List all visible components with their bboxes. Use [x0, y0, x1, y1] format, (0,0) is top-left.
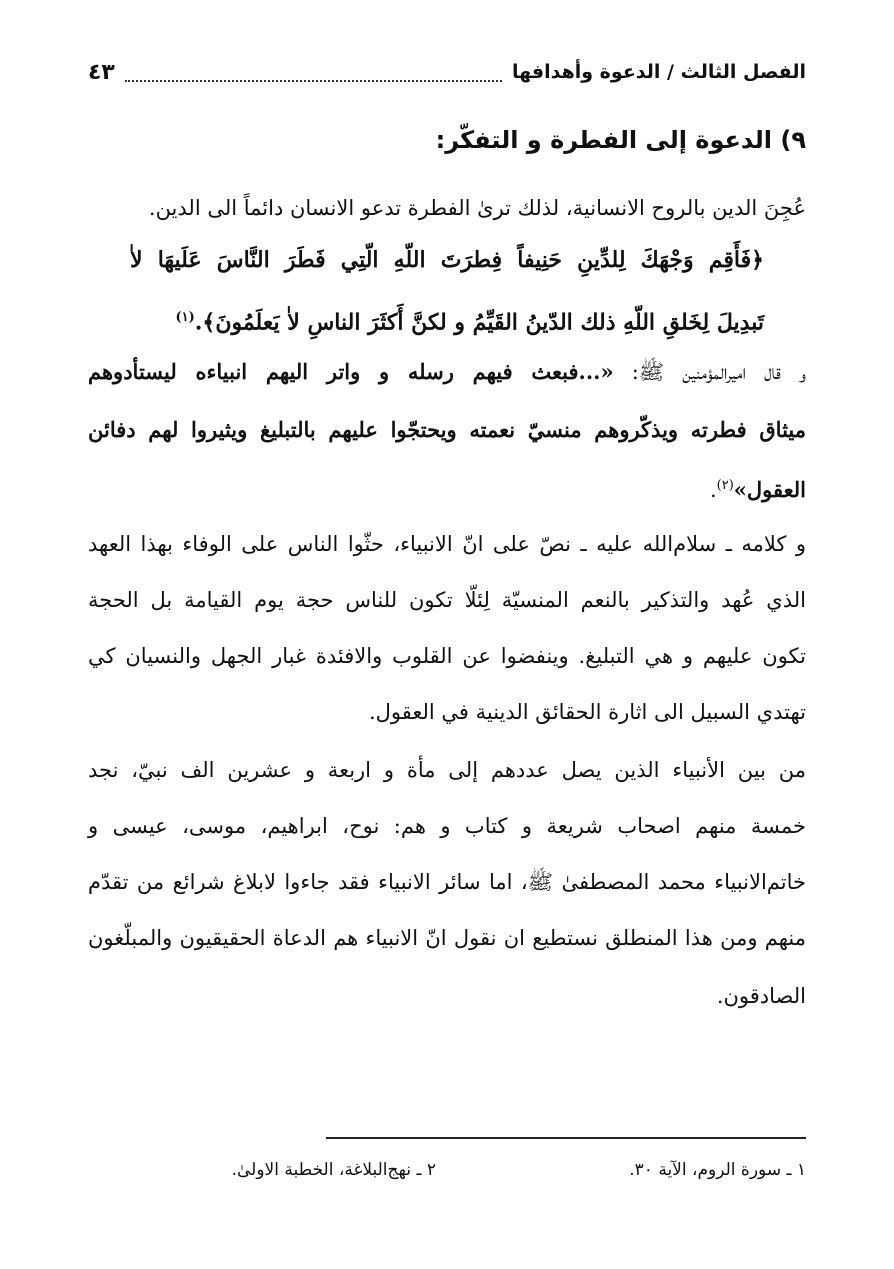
running-header	[88, 54, 806, 90]
quote-intro: و قال اميرالمؤمنين ﷺ:	[613, 360, 807, 384]
quote-line-1	[88, 352, 806, 392]
quote-line-3	[88, 466, 806, 510]
section-heading: ٩) الدعوة إلى الفطرة و التفكّر:	[435, 126, 806, 154]
para2-line-2: خمسة منهم اصحاب شريعة و كتاب و هم: نوح، ابراهيم، موسى، عيسى و	[88, 814, 806, 838]
para2-line-5: الصادقون.	[716, 984, 806, 1008]
footnote-1: ١ ـ سورة الروم، الآية ٣٠.	[629, 1160, 806, 1180]
footnote-ref-1: (١)	[175, 310, 195, 325]
page-number: ٤٣	[88, 59, 115, 85]
para1-line-1: و كلامه ـ سلام‌الله عليه ـ نصّ على انّ الانبياء، حثّوا الناس على الوفاء بهذا العهد	[88, 532, 806, 556]
verse-line-1: ﴿فَأَقِم وَجْهَكَ لِلدِّينِ حَنِيفاً فِطرَتَ اللّهِ الّتِي فَطَرَ النَّاسَ عَلَيهَا لاٰ	[130, 247, 764, 273]
para2-line-4: منهم ومن هذا المنطلق نستطيع ان نقول انّ الانبياء هم الدعاة الحقيقيون والمبلّغون	[88, 926, 806, 950]
chapter-title: الفصل الثالث / الدعوة وأهدافها	[511, 61, 806, 83]
intro-line: عُجِنَ الدين بالروح الانسانية، لذلك ترىٰ الفطرة تدعو الانسان دائماً الى الدين.	[148, 196, 806, 220]
header-dotted-leader	[125, 62, 502, 82]
quote-text-3: العقول»	[733, 477, 806, 502]
quote-text-1: «...فبعث فيهم رسله و واتر اليهم انبياءه ليستأدوهم	[88, 359, 614, 384]
footnote-ref-2: (٢)	[716, 478, 734, 493]
para1-line-4: تهتدي السبيل الى اثارة الحقائق الدينية في العقول.	[368, 700, 806, 724]
quote-line-2: ميثاق فطرته ويذكّروهم منسيّ نعمته ويحتجّوا عليهم بالتبليغ ويثيروا لهم دفائن	[88, 417, 806, 442]
para2-line-3: خاتم‌الانبياء محمد المصطفىٰ ﷺ، اما سائر الانبياء فقد جاءوا لابلاغ شرائع من تقدّم	[88, 870, 806, 894]
para1-line-2: الذي عُهد والتذكير بالنعم المنسيّة لِئلّا تكون للناس حجة يوم القيامة بل الحجة	[88, 588, 806, 612]
footnote-rule	[326, 1137, 806, 1139]
footnotes	[88, 1160, 806, 1200]
footnote-2: ٢ ـ نهج‌البلاغة، الخطبة الاولىٰ.	[231, 1160, 436, 1180]
verse-line-2	[130, 298, 764, 342]
para2-line-1: من بين الأنبياء الذين يصل عددهم إلى مأة و اربعة و عشرين الف نبيّ، نجد	[88, 758, 806, 782]
quote-end: .	[709, 478, 717, 502]
verse-line-2-text: تَبدِيلَ لِخَلقِ اللّهِ ذلك الدّينُ القَيِّمُ و لكنَّ أَكثَرَ الناسِ لاٰ يَعلَمُونَ﴾.	[194, 309, 764, 336]
para1-line-3: تكون عليهم و هي التبليغ. وينفضوا عن القلوب والافئدة غبار الجهل والنسيان كي	[88, 644, 806, 668]
